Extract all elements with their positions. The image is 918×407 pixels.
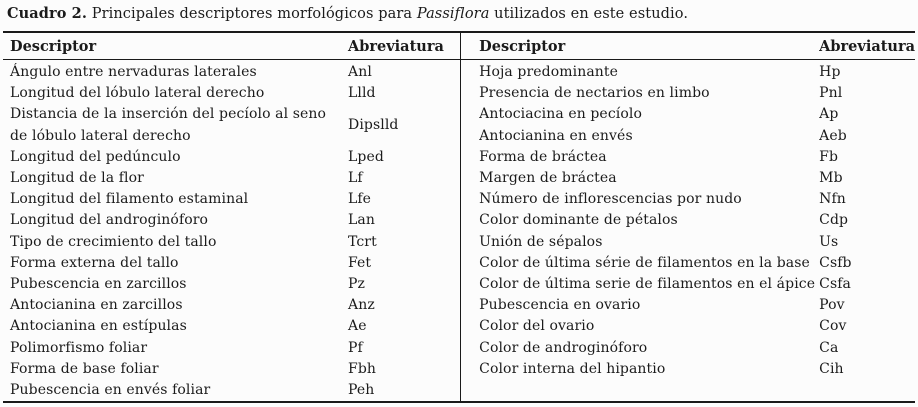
right-header-row [461, 33, 915, 60]
left-rows [3, 60, 460, 401]
right-abbreviation-header: Abreviatura [819, 37, 915, 55]
left-header-row [3, 33, 460, 60]
table-row [3, 253, 460, 274]
descriptor-cell: Color dominante de pétalos [479, 212, 678, 229]
descriptor-cell: Tipo de crecimiento del tallo [10, 233, 217, 250]
abbreviation-cell: Lfe [348, 191, 372, 208]
descriptor-cell: Longitud del pedúnculo [10, 148, 181, 165]
descriptor-cell: Antociacina en pecíolo [479, 106, 642, 123]
descriptor-cell: Longitud de la flor [10, 170, 144, 187]
abbreviation-cell: Peh [348, 382, 375, 399]
descriptor-cell: Distancia de la inserción del pecíolo al seno de lóbulo lateral derecho [10, 106, 327, 144]
descriptor-cell: Color de androginóforo [479, 339, 648, 356]
descriptor-cell: Ángulo entre nervaduras laterales [10, 64, 257, 80]
table-row [3, 62, 460, 83]
abbreviation-cell: Pf [348, 339, 363, 356]
table-row [3, 168, 460, 189]
abbreviation-cell: Fb [819, 148, 839, 165]
caption-text-before: Principales descriptores morfológicos para [87, 6, 417, 22]
table-row [3, 232, 460, 253]
descriptor-cell: Forma externa del tallo [10, 254, 179, 271]
caption-genus-name: Passiflora [416, 6, 490, 22]
abbreviation-cell: Csfa [819, 276, 851, 293]
abbreviation-cell: Us [819, 233, 839, 250]
right-descriptor-header: Descriptor [479, 37, 566, 55]
caption-label: Cuadro 2. [7, 5, 88, 22]
abbreviation-cell: Lan [348, 212, 375, 229]
abbreviation-cell: Aeb [819, 127, 847, 144]
descriptor-cell: Color del ovario [479, 318, 595, 335]
table-row [461, 316, 915, 337]
table-row [461, 168, 915, 189]
abbreviation-cell: Llld [348, 85, 376, 102]
table-row [461, 253, 915, 274]
abbreviation-cell: Mb [819, 170, 843, 187]
abbreviation-cell: Nfn [819, 191, 846, 208]
table-row [461, 147, 915, 168]
caption-text-after: utilizados en este estudio. [489, 6, 689, 22]
abbreviation-cell: Lf [348, 170, 363, 187]
descriptor-cell: Número de inflorescencias por nudo [479, 191, 742, 208]
table-row [461, 338, 915, 359]
table-row [3, 338, 460, 359]
abbreviation-cell: Pnl [819, 85, 843, 102]
abbreviation-cell: Pov [819, 297, 845, 314]
table-row [461, 210, 915, 231]
descriptor-cell: Forma de base foliar [10, 360, 159, 377]
abbreviation-cell: Cih [819, 360, 844, 377]
abbreviation-cell: Ca [819, 339, 839, 356]
table-row [3, 210, 460, 231]
table-row [3, 316, 460, 337]
abbreviation-cell: Fbh [348, 360, 376, 377]
descriptor-cell: Pubescencia en envés foliar [10, 382, 211, 399]
abbreviation-cell: Tcrt [348, 233, 377, 250]
abbreviation-cell: Csfb [819, 254, 852, 271]
abbreviation-cell: Anz [348, 297, 375, 314]
abbreviation-cell: Anl [348, 64, 372, 80]
abbreviation-cell: Cov [819, 318, 847, 335]
table-right-panel [461, 33, 915, 401]
table-caption [7, 4, 911, 24]
table-row [3, 295, 460, 316]
table-row [461, 274, 915, 295]
table-row [461, 189, 915, 210]
right-rows [461, 60, 915, 380]
descriptor-cell: Pubescencia en zarcillos [10, 276, 187, 293]
descriptor-cell: Polimorfismo foliar [10, 339, 148, 356]
abbreviation-cell: Pz [348, 276, 365, 293]
descriptor-cell: Color interna del hipantio [479, 360, 666, 377]
descriptor-table [3, 31, 915, 403]
table-row [3, 189, 460, 210]
descriptor-cell: Longitud del lóbulo lateral derecho [10, 85, 265, 102]
table-row [461, 232, 915, 253]
descriptor-cell: Hoja predominante [479, 64, 618, 80]
descriptor-cell: Longitud del androginóforo [10, 212, 209, 229]
abbreviation-cell: Ap [819, 106, 839, 123]
descriptor-cell: Forma de bráctea [479, 148, 607, 165]
descriptor-cell: Color de última série de filamentos en la base [479, 254, 810, 271]
table-row [3, 147, 460, 168]
left-descriptor-header: Descriptor [10, 37, 97, 55]
table-row [461, 104, 915, 125]
table-row [461, 62, 915, 83]
left-abbreviation-header: Abreviatura [348, 37, 444, 55]
table-left-panel [3, 33, 461, 401]
descriptor-cell: Unión de sépalos [479, 233, 603, 250]
table-row [461, 295, 915, 316]
abbreviation-cell: Hp [819, 64, 841, 80]
table-row [3, 274, 460, 295]
descriptor-cell: Pubescencia en ovario [479, 297, 641, 314]
descriptor-cell: Antocianina en estípulas [10, 318, 187, 335]
descriptor-cell: Antocianina en zarcillos [10, 297, 183, 314]
descriptor-cell: Presencia de nectarios en limbo [479, 85, 710, 102]
abbreviation-cell: Lped [348, 148, 384, 165]
descriptor-cell: Margen de bráctea [479, 170, 617, 187]
abbreviation-cell: Cdp [819, 212, 849, 229]
table-row [3, 380, 460, 401]
table-row [461, 126, 915, 147]
table-row [461, 83, 915, 104]
abbreviation-cell: Ae [348, 318, 367, 335]
table-row [3, 104, 460, 146]
abbreviation-cell: Dipslld [348, 117, 399, 133]
table-row [3, 359, 460, 380]
abbreviation-cell: Fet [348, 254, 372, 271]
descriptor-cell: Longitud del filamento estaminal [10, 191, 249, 208]
table-row [461, 359, 915, 380]
descriptor-cell: Antocianina en envés [479, 127, 633, 144]
descriptor-cell: Color de última serie de filamentos en el ápice [479, 276, 816, 293]
table-row [3, 83, 460, 104]
